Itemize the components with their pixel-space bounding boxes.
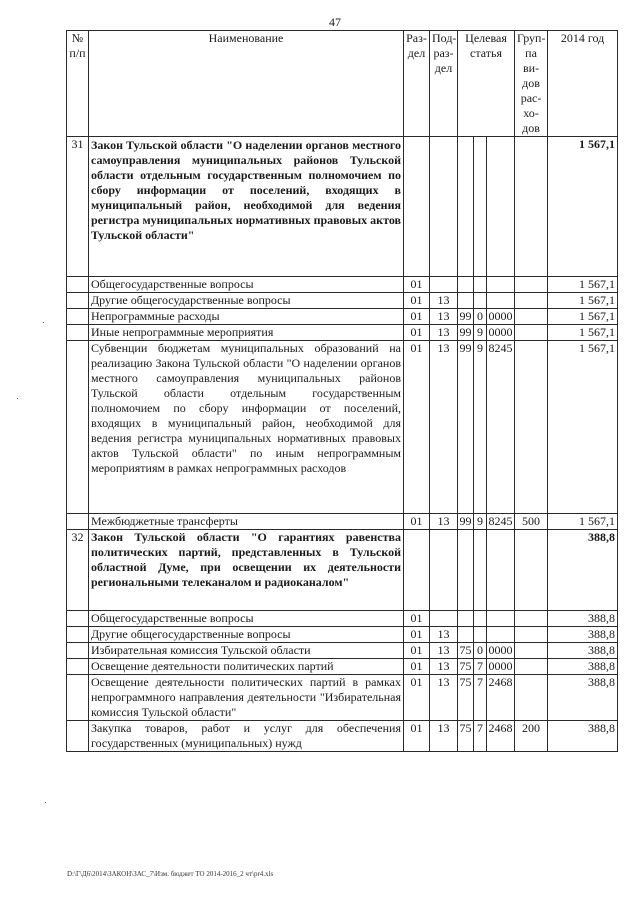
row-razdel: 01 bbox=[404, 675, 430, 721]
row-number bbox=[67, 627, 89, 643]
row-podrazdel: 13 bbox=[430, 325, 458, 341]
row-value-2014: 1 567,1 bbox=[548, 309, 618, 325]
row-target-program bbox=[458, 277, 474, 293]
row-razdel bbox=[404, 137, 430, 277]
row-name: Закупка товаров, работ и услуг для обеспечения государственных (муниципальных) нужд bbox=[89, 721, 404, 752]
row-value-2014: 388,8 bbox=[548, 643, 618, 659]
row-name: Закон Тульской области "О наделении органов местного самоуправления муниципальных районов Тульской области отдельным государственным полномочием по сбору информации от поселений, входящих в муниципальный район, необходимой для ведения регистра муниципальных нормативных правовых актов Тульской области" bbox=[89, 137, 404, 277]
row-podrazdel bbox=[430, 137, 458, 277]
table-row bbox=[67, 514, 618, 530]
row-target-subprogram bbox=[474, 627, 487, 643]
row-podrazdel: 13 bbox=[430, 309, 458, 325]
row-podrazdel: 13 bbox=[430, 675, 458, 721]
row-target-direction: 0000 bbox=[487, 643, 515, 659]
row-target-direction: 2468 bbox=[487, 675, 515, 721]
row-value-2014: 388,8 bbox=[548, 721, 618, 752]
row-target-direction: 2468 bbox=[487, 721, 515, 752]
row-expense-group bbox=[515, 137, 548, 277]
row-target-subprogram bbox=[474, 137, 487, 277]
scan-speck bbox=[43, 322, 44, 323]
row-razdel: 01 bbox=[404, 514, 430, 530]
row-value-2014: 1 567,1 bbox=[548, 293, 618, 309]
row-target-subprogram: 7 bbox=[474, 675, 487, 721]
row-target-subprogram: 9 bbox=[474, 514, 487, 530]
row-target-direction: 0000 bbox=[487, 659, 515, 675]
row-target-subprogram bbox=[474, 293, 487, 309]
table-row bbox=[67, 643, 618, 659]
row-razdel: 01 bbox=[404, 721, 430, 752]
row-name: Непрограммные расходы bbox=[89, 309, 404, 325]
row-target-program: 99 bbox=[458, 341, 474, 514]
row-podrazdel: 13 bbox=[430, 627, 458, 643]
row-target-direction bbox=[487, 277, 515, 293]
row-target-subprogram: 9 bbox=[474, 341, 487, 514]
row-number bbox=[67, 514, 89, 530]
row-name: Закон Тульской области "О гарантиях равенства политических партий, представленных в Тульской областной Думе, при освещении их деятельности региональными телеканалом и радиоканалом" bbox=[89, 530, 404, 611]
row-target-subprogram: 7 bbox=[474, 721, 487, 752]
table-row bbox=[67, 325, 618, 341]
row-value-2014: 388,8 bbox=[548, 675, 618, 721]
row-number bbox=[67, 659, 89, 675]
row-value-2014: 1 567,1 bbox=[548, 514, 618, 530]
row-razdel: 01 bbox=[404, 309, 430, 325]
row-podrazdel: 13 bbox=[430, 643, 458, 659]
row-number bbox=[67, 721, 89, 752]
row-target-direction bbox=[487, 530, 515, 611]
row-razdel: 01 bbox=[404, 643, 430, 659]
row-podrazdel bbox=[430, 530, 458, 611]
row-expense-group bbox=[515, 659, 548, 675]
header-expense-group: Груп- па ви- дов рас- хо- дов bbox=[515, 31, 548, 137]
row-target-direction: 8245 bbox=[487, 514, 515, 530]
row-podrazdel: 13 bbox=[430, 514, 458, 530]
row-target-direction bbox=[487, 611, 515, 627]
row-razdel: 01 bbox=[404, 627, 430, 643]
table-header-row bbox=[67, 31, 618, 137]
table-row bbox=[67, 137, 618, 277]
row-number bbox=[67, 643, 89, 659]
row-expense-group bbox=[515, 277, 548, 293]
row-target-program: 99 bbox=[459, 325, 472, 339]
row-target-subprogram bbox=[474, 277, 487, 293]
row-expense-group bbox=[515, 293, 548, 309]
row-target-subprogram bbox=[474, 611, 487, 627]
row-number: 32 bbox=[67, 530, 89, 611]
row-value-2014: 1 567,1 bbox=[548, 325, 618, 341]
header-year-2014: 2014 год bbox=[548, 31, 618, 137]
row-expense-group bbox=[515, 325, 548, 341]
row-target-program bbox=[458, 611, 474, 627]
row-target-program: 99 bbox=[459, 309, 472, 323]
row-target-direction: 8245 bbox=[487, 341, 515, 514]
row-target-direction: 0000 bbox=[487, 309, 515, 325]
row-razdel: 01 bbox=[404, 325, 430, 341]
row-target-subprogram: 0 bbox=[474, 309, 487, 325]
row-razdel: 01 bbox=[404, 341, 430, 514]
scan-speck bbox=[45, 802, 46, 803]
row-podrazdel bbox=[430, 611, 458, 627]
row-expense-group: 200 bbox=[515, 721, 548, 752]
row-target-direction: 0000 bbox=[487, 325, 515, 341]
header-num: № п/п bbox=[67, 31, 89, 137]
table-row bbox=[67, 611, 618, 627]
row-razdel bbox=[404, 530, 430, 611]
row-podrazdel: 13 bbox=[430, 659, 458, 675]
row-podrazdel: 13 bbox=[430, 341, 458, 514]
row-number bbox=[67, 277, 89, 293]
row-target-program: 75 bbox=[458, 721, 474, 752]
row-value-2014: 388,8 bbox=[548, 530, 618, 611]
row-podrazdel: 13 bbox=[430, 293, 458, 309]
row-name: Иные непрограммные мероприятия bbox=[89, 325, 404, 341]
row-number bbox=[67, 293, 89, 309]
row-expense-group: 500 bbox=[515, 514, 548, 530]
row-name: Межбюджетные трансферты bbox=[89, 514, 404, 530]
row-target-program bbox=[458, 137, 474, 277]
row-razdel: 01 bbox=[404, 293, 430, 309]
row-expense-group bbox=[515, 309, 548, 325]
table-row bbox=[67, 721, 618, 752]
row-target-direction bbox=[487, 293, 515, 309]
row-target-program bbox=[458, 293, 474, 309]
row-razdel: 01 bbox=[404, 611, 430, 627]
row-expense-group bbox=[515, 643, 548, 659]
row-number: 31 bbox=[67, 137, 89, 277]
row-razdel: 01 bbox=[404, 659, 430, 675]
row-value-2014: 388,8 bbox=[548, 611, 618, 627]
row-podrazdel: 13 bbox=[430, 721, 458, 752]
row-target-program bbox=[458, 627, 474, 643]
row-name: Избирательная комиссия Тульской области bbox=[89, 643, 404, 659]
row-podrazdel bbox=[430, 277, 458, 293]
row-value-2014: 1 567,1 bbox=[548, 277, 618, 293]
budget-table bbox=[66, 30, 618, 752]
table-row bbox=[67, 309, 618, 325]
row-target-program: 75 bbox=[458, 675, 474, 721]
header-razdel: Раз- дел bbox=[404, 31, 430, 137]
row-number bbox=[67, 611, 89, 627]
row-expense-group bbox=[515, 675, 548, 721]
row-value-2014: 388,8 bbox=[548, 627, 618, 643]
row-target-subprogram bbox=[474, 530, 487, 611]
row-name: Освещение деятельности политических партий в рамках непрограммного направления деятельности "Избирательная комиссия Тульской области" bbox=[89, 675, 404, 721]
row-expense-group bbox=[515, 530, 548, 611]
row-expense-group bbox=[515, 611, 548, 627]
table-row bbox=[67, 659, 618, 675]
row-number bbox=[67, 341, 89, 514]
row-name: Другие общегосударственные вопросы bbox=[89, 293, 404, 309]
row-number bbox=[67, 675, 89, 721]
row-target-program bbox=[458, 530, 474, 611]
row-target-program: 75 bbox=[459, 643, 472, 657]
row-expense-group bbox=[515, 341, 548, 514]
table-row bbox=[67, 293, 618, 309]
row-name: Общегосударственные вопросы bbox=[89, 611, 404, 627]
scan-speck bbox=[17, 398, 18, 399]
row-name: Общегосударственные вопросы bbox=[89, 277, 404, 293]
row-number bbox=[67, 309, 89, 325]
header-name: Наименование bbox=[89, 31, 404, 137]
table-row bbox=[67, 675, 618, 721]
table-row bbox=[67, 341, 618, 514]
table-row bbox=[67, 530, 618, 611]
table-row bbox=[67, 627, 618, 643]
row-target-subprogram: 0 bbox=[474, 643, 487, 659]
row-target-program: 99 bbox=[459, 514, 472, 528]
row-target-program: 75 bbox=[459, 659, 472, 673]
row-name: Освещение деятельности политических партий bbox=[89, 659, 404, 675]
header-podrazdel: Под- раз- дел bbox=[430, 31, 458, 137]
row-razdel: 01 bbox=[404, 277, 430, 293]
row-target-subprogram: 9 bbox=[474, 325, 487, 341]
row-target-direction bbox=[487, 627, 515, 643]
row-value-2014: 1 567,1 bbox=[548, 341, 618, 514]
row-target-direction bbox=[487, 137, 515, 277]
row-value-2014: 388,8 bbox=[548, 659, 618, 675]
row-target-subprogram: 7 bbox=[474, 659, 487, 675]
row-name: Субвенции бюджетам муниципальных образований на реализацию Закона Тульской области "О наделении органов местного самоуправления муниципальных районов Тульской области отдельным государственным полномочием по сбору информации от поселений, входящих в муниципальный район, необходимой для ведения регистра муниципальных нормативных правовых актов Тульской области" по иным непрограммным мероприятиям в рамках непрограммных расходов bbox=[89, 341, 404, 514]
row-value-2014: 1 567,1 bbox=[548, 137, 618, 277]
header-target-article: Целевая статья bbox=[458, 31, 515, 137]
row-number bbox=[67, 325, 89, 341]
row-name: Другие общегосударственные вопросы bbox=[89, 627, 404, 643]
footer-file-path: D:\Г\Д6\2014\ЗАКОН\ЗАС_7\Изм. бюджет ТО 2014-2016_2 чт\pr4.xls bbox=[67, 870, 274, 878]
page-number: 47 bbox=[329, 15, 341, 29]
table-row bbox=[67, 277, 618, 293]
row-expense-group bbox=[515, 627, 548, 643]
